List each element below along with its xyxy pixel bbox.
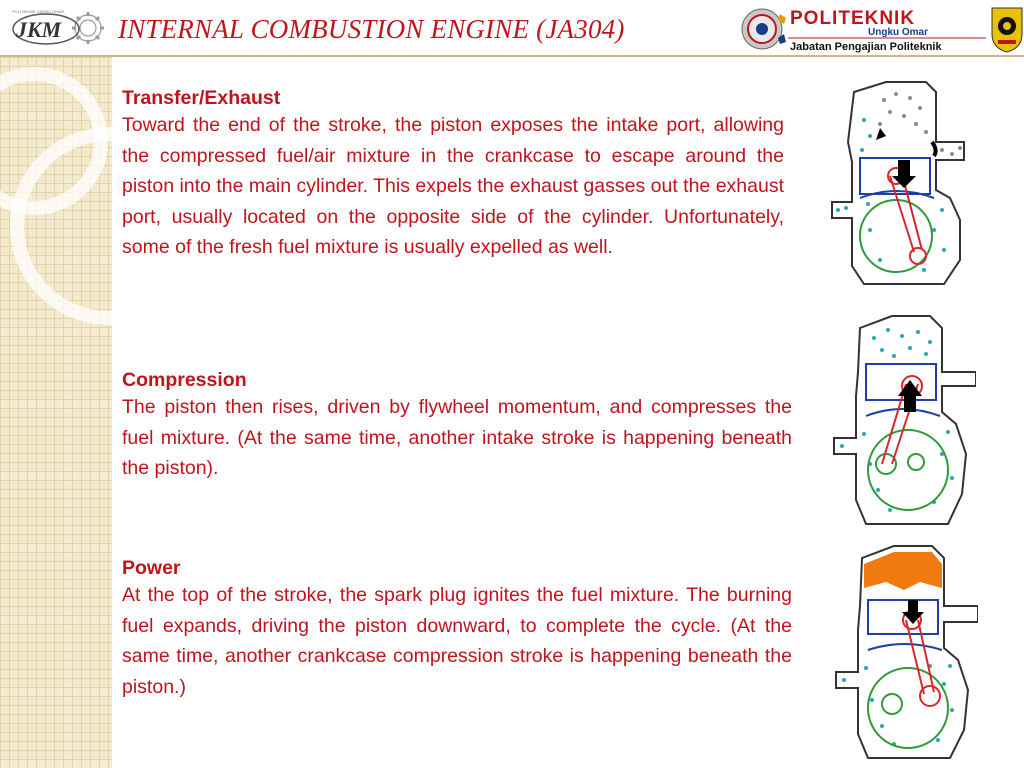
section-body: The piston then rises, driven by flywheel momentum, and compresses the fuel mixture. (At the same time, another intake stroke is happening beneath the piston). [122, 396, 792, 479]
emblem-icon [992, 8, 1022, 52]
two-stroke-engine-transfer-exhaust-icon [824, 80, 972, 286]
page-title: INTERNAL COMBUSTION ENGINE (JA304) [118, 14, 625, 44]
section-body: Toward the end of the stroke, the piston exposes the intake port, allowing the compressed fuel/air mixture in the crankcase to escape around the piston into the main cylinder. This expels the exhaust gasses out the exhaust port, usually located on the opposite side of the cylinder. Unfortunately, some of the fresh fuel mixture is usually expelled as well. [122, 114, 784, 258]
header-divider [0, 55, 1024, 57]
two-stroke-engine-power-icon [832, 544, 978, 760]
header [0, 0, 1024, 57]
section-power [122, 556, 792, 702]
svg-text:Ungku Omar: Ungku Omar [868, 27, 929, 38]
section-body: At the top of the stroke, the spark plug ignites the fuel mixture. The burning fuel expands, driving the piston downward, to complete the cycle. (At the same time, another crankcase compression stroke is happening beneath the piston.) [122, 584, 792, 698]
section-heading: Transfer/Exhaust [122, 87, 281, 109]
crest-icon [742, 9, 786, 49]
section-compression [122, 368, 792, 484]
svg-text:Jabatan Pengajian Politeknik: Jabatan Pengajian Politeknik [790, 41, 942, 53]
section-transfer-exhaust [122, 86, 784, 263]
svg-text:POLITEKNIK UNGKU OMAR: POLITEKNIK UNGKU OMAR [12, 9, 65, 14]
decorative-side-strip [0, 57, 112, 768]
svg-text:JKM: JKM [16, 17, 62, 42]
section-heading: Power [122, 557, 181, 579]
jkm-logo [4, 4, 104, 52]
section-heading: Compression [122, 369, 247, 391]
svg-text:POLITEKNIK: POLITEKNIK [790, 8, 916, 29]
two-stroke-engine-compression-icon [830, 314, 976, 526]
politeknik-logo [740, 4, 1024, 54]
